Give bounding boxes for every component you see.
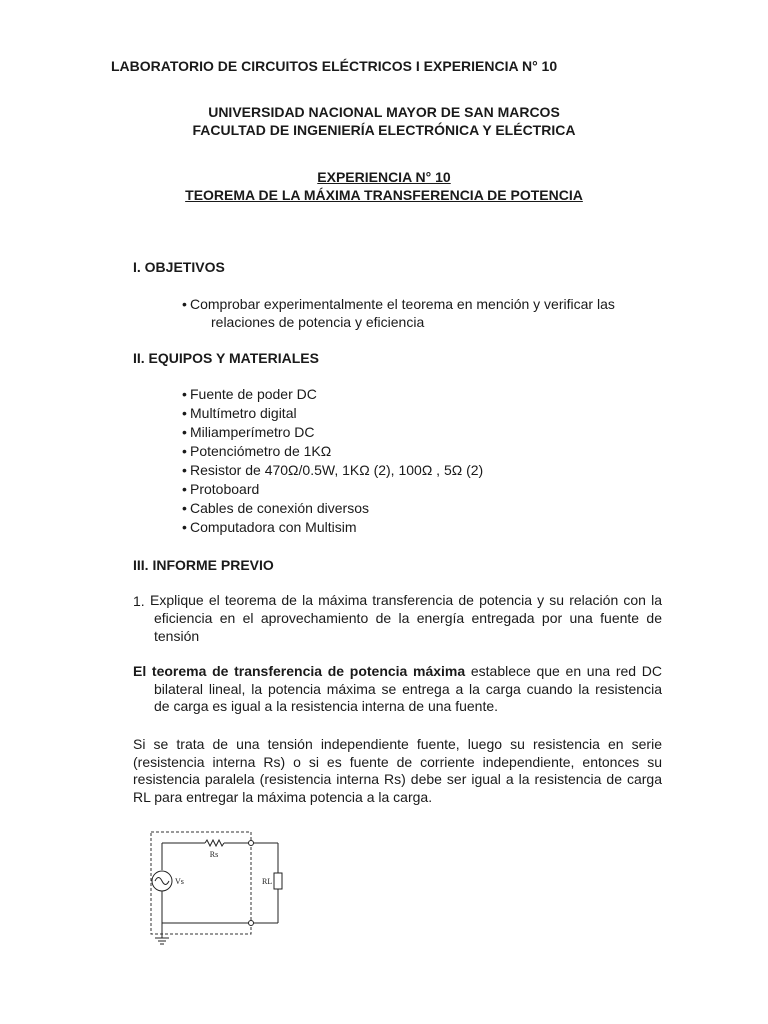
bullet-marker: • (182, 405, 187, 421)
bullet-marker: • (182, 500, 187, 516)
list-item: • Resistor de 470Ω/0.5W, 1KΩ (2), 100Ω , 5Ω (2) (182, 462, 484, 478)
bullet-marker: • (182, 424, 187, 440)
series-resistor (205, 840, 224, 846)
source-label: Vs (175, 877, 184, 886)
list-item: • Potenciómetro de 1KΩ (182, 443, 332, 459)
load-resistor-label: RL (262, 877, 273, 886)
faculty-name: FACULTAD DE INGENIERÍA ELECTRÓNICA Y ELÉCTRICA (192, 122, 576, 138)
answer-bold-lead: El teorema de transferencia de potencia máxima (133, 663, 466, 679)
terminal-node (249, 841, 254, 846)
previous-report-heading: III. INFORME PREVIO (133, 557, 274, 573)
terminal-node (249, 921, 254, 926)
circuit-diagram (140, 826, 315, 948)
bullet-marker: • (182, 386, 187, 402)
list-item: • Fuente de poder DC (182, 386, 317, 402)
bullet-marker: • (182, 443, 187, 459)
list-item: • Multímetro digital (182, 405, 297, 421)
experiment-number: EXPERIENCIA N° 10 (317, 169, 451, 185)
equipment-list (182, 385, 483, 537)
list-item: • Computadora con Multisim (182, 519, 357, 535)
equipment-heading: II. EQUIPOS Y MATERIALES (133, 350, 319, 366)
question-1-line-3: tensión (154, 628, 200, 644)
question-number: 1. (133, 593, 145, 609)
bullet-marker: • (182, 462, 187, 478)
question-1-text: Explique el teorema de la máxima transferencia de potencia y su relación con la eficiencia en el aprovechamiento de la energía entregada por una fuente de (150, 592, 662, 626)
explanation-paragraph: Si se trata de una tensión independiente fuente, luego su resistencia en serie (resistencia interna Rs) o si es fuente de corriente independiente, entonces su resistencia paralela (resistencia interna Rs) debe ser igual a la resistencia de carga RL para entregar la máxima potencia a la carga. (133, 736, 662, 805)
bullet-marker: • (182, 519, 187, 535)
dashed-boundary (151, 832, 251, 934)
bullet-marker: • (182, 296, 187, 312)
objective-item (182, 295, 615, 313)
objective-line-2: relaciones de potencia y eficiencia (211, 314, 425, 330)
answer-text: El teorema de transferencia de potencia máxima establece que en una red DC bilateral lineal, la potencia máxima se entrega a la carga cuando la resistencia de carga es igual a la resistencia interna de una fuente. (133, 663, 662, 714)
sine-symbol-icon (155, 878, 169, 885)
series-resistor-label: Rs (209, 850, 219, 859)
list-item: • Protoboard (182, 481, 260, 497)
experiment-title: TEOREMA DE LA MÁXIMA TRANSFERENCIA DE POTENCIA (185, 187, 583, 203)
load-resistor (274, 873, 282, 889)
university-name: UNIVERSIDAD NACIONAL MAYOR DE SAN MARCOS (208, 104, 560, 120)
lab-title: LABORATORIO DE CIRCUITOS ELÉCTRICOS I EXPERIENCIA N° 10 (111, 58, 558, 74)
list-item: • Miliamperímetro DC (182, 424, 315, 440)
bullet-marker: • (182, 481, 187, 497)
list-item: • Cables de conexión diversos (182, 500, 369, 516)
objectives-heading: I. OBJETIVOS (133, 259, 225, 275)
objective-line-1: Comprobar experimentalmente el teorema en mención y verificar las (190, 296, 615, 312)
